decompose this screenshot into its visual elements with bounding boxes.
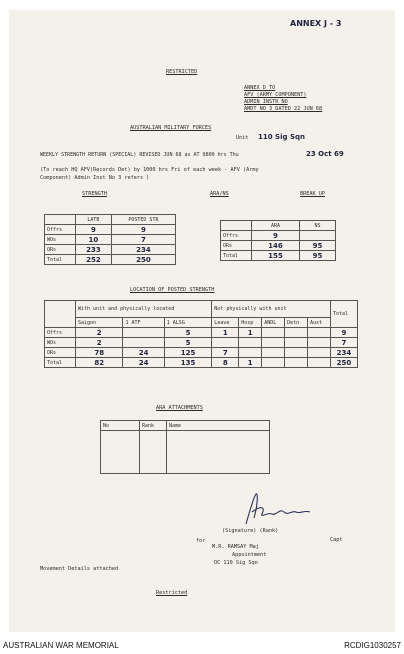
cell-value: 125 bbox=[164, 348, 212, 358]
annex-ref-line: ADMIN INSTR NO bbox=[244, 99, 288, 105]
col-header: 1 ALSG bbox=[164, 318, 212, 328]
cell-value: 135 bbox=[164, 358, 212, 368]
return-line: WEEKLY STRENGTH RETURN (SPECIAL) REVISED JUN 68 as AT 0800 hrs Thu bbox=[40, 152, 239, 158]
strength-table bbox=[44, 214, 176, 265]
group-header: With unit and physically located bbox=[76, 301, 212, 318]
col-header: POSTED STR bbox=[111, 215, 175, 225]
col-header: No bbox=[101, 421, 140, 431]
instruction-line: Component) Admin Inst No 3 refers ) bbox=[40, 175, 150, 181]
cell-value bbox=[285, 328, 308, 338]
cell-value bbox=[308, 328, 331, 338]
cell-value: 234 bbox=[330, 348, 357, 358]
footer-right: RCDIG1030257 bbox=[344, 641, 401, 650]
cell-value bbox=[262, 338, 285, 348]
cell-value: 9 bbox=[76, 225, 112, 235]
table-row bbox=[45, 255, 176, 265]
table-row bbox=[45, 338, 358, 348]
col-header: Saigon bbox=[76, 318, 123, 328]
cell-value: 1 bbox=[239, 358, 262, 368]
cell-value: 2 bbox=[76, 338, 123, 348]
cell-value: 250 bbox=[330, 358, 357, 368]
footer-left: AUSTRALIAN WAR MEMORIAL bbox=[3, 641, 119, 650]
col-header: Hosp bbox=[239, 318, 262, 328]
row-label: Total bbox=[221, 251, 252, 261]
classification-top: RESTRICTED bbox=[166, 69, 198, 75]
cell-value: 24 bbox=[123, 358, 164, 368]
group-header: Not physically with unit bbox=[212, 301, 331, 318]
cell-value: 7 bbox=[330, 338, 357, 348]
cell-value: 252 bbox=[76, 255, 112, 265]
table-row bbox=[45, 245, 176, 255]
cell-value: 1 bbox=[239, 328, 262, 338]
cell-value: 78 bbox=[76, 348, 123, 358]
cell-value: 82 bbox=[76, 358, 123, 368]
cell-value: 9 bbox=[111, 225, 175, 235]
table-row bbox=[45, 328, 358, 338]
cell-value bbox=[239, 348, 262, 358]
appointment-label: Appointment bbox=[232, 552, 267, 558]
table-row bbox=[45, 225, 176, 235]
cell-value: 9 bbox=[252, 231, 300, 241]
cell-value bbox=[123, 328, 164, 338]
row-label: ORs bbox=[45, 348, 76, 358]
col-header: Detn bbox=[285, 318, 308, 328]
row-label: ORs bbox=[221, 241, 252, 251]
attachments-table bbox=[100, 420, 270, 474]
table-row bbox=[221, 251, 336, 261]
appointment-value: OC 110 Sig Sqn bbox=[214, 560, 258, 566]
cell-value: 234 bbox=[111, 245, 175, 255]
ara-ns-title: ARA/NS bbox=[210, 191, 229, 197]
location-table bbox=[44, 300, 358, 368]
cell-value: 233 bbox=[76, 245, 112, 255]
unit-label: Unit bbox=[236, 135, 249, 141]
row-label: WOs bbox=[45, 235, 76, 245]
row-label: WOs bbox=[45, 338, 76, 348]
cell-value: 10 bbox=[76, 235, 112, 245]
row-label: Offrs bbox=[45, 328, 76, 338]
location-title: LOCATION OF POSTED STRENGTH bbox=[130, 287, 215, 293]
col-header: Total bbox=[330, 301, 357, 328]
row-label: ORs bbox=[45, 245, 76, 255]
unit-value: 110 Sig Sqn bbox=[258, 133, 305, 141]
for-label: for bbox=[196, 538, 206, 544]
row-label: Total bbox=[45, 255, 76, 265]
col-header: Name bbox=[167, 421, 270, 431]
col-header: LATB bbox=[76, 215, 112, 225]
cell-value: 9 bbox=[330, 328, 357, 338]
cell-value: 155 bbox=[252, 251, 300, 261]
col-header: 1 ATF bbox=[123, 318, 164, 328]
cell-value bbox=[212, 338, 239, 348]
table-row bbox=[45, 235, 176, 245]
col-header: Rank bbox=[140, 421, 167, 431]
cell-value bbox=[299, 231, 335, 241]
table-row bbox=[45, 348, 358, 358]
movement-note: Movement Details attached bbox=[40, 566, 119, 572]
cell-value bbox=[285, 338, 308, 348]
cell-value bbox=[262, 328, 285, 338]
cell-value bbox=[308, 338, 331, 348]
footer-bar bbox=[0, 638, 404, 654]
instruction-line: (To reach HQ AFV(Records Det) by 1000 hrs Fri of each week - AFV (Army bbox=[40, 167, 259, 173]
strength-title: STRENGTH bbox=[82, 191, 107, 197]
cell-value: 24 bbox=[123, 348, 164, 358]
col-header: Aust bbox=[308, 318, 331, 328]
signature-rank: Capt bbox=[330, 537, 343, 543]
cell-value bbox=[239, 338, 262, 348]
cell-value bbox=[308, 358, 331, 368]
cell-value: 95 bbox=[299, 251, 335, 261]
classification-bottom: Restricted bbox=[156, 590, 188, 596]
officer-name: M.R. RAMSAY Maj bbox=[212, 544, 259, 550]
col-header: ARA bbox=[252, 221, 300, 231]
annex-ref-line: AMDT NO 3 DATED 22 JUN 68 bbox=[244, 106, 323, 112]
attachments-title: ARA ATTACHMENTS bbox=[156, 405, 203, 411]
cell-value bbox=[285, 348, 308, 358]
table-row bbox=[221, 241, 336, 251]
cell-value: 146 bbox=[252, 241, 300, 251]
cell-value: 250 bbox=[111, 255, 175, 265]
cell-value bbox=[285, 358, 308, 368]
col-header: NS bbox=[299, 221, 335, 231]
signature bbox=[240, 490, 320, 530]
cell-value bbox=[308, 348, 331, 358]
cell-value: 7 bbox=[212, 348, 239, 358]
break-up-title: BREAK UP bbox=[300, 191, 325, 197]
page-heading: AUSTRALIAN MILITARY FORCES bbox=[130, 125, 212, 131]
cell-value bbox=[262, 348, 285, 358]
annex-ref-line: ANNEX D TO bbox=[244, 85, 276, 91]
annex-note: ANNEX J - 3 bbox=[290, 19, 342, 28]
table-row bbox=[45, 358, 358, 368]
cell-value: 95 bbox=[299, 241, 335, 251]
cell-value: 8 bbox=[212, 358, 239, 368]
cell-value bbox=[123, 338, 164, 348]
col-header: ANDL bbox=[262, 318, 285, 328]
cell-value: 1 bbox=[212, 328, 239, 338]
row-label: Total bbox=[45, 358, 76, 368]
row-label: Offrs bbox=[45, 225, 76, 235]
cell-value: 5 bbox=[164, 338, 212, 348]
cell-value: 2 bbox=[76, 328, 123, 338]
return-date: 23 Oct 69 bbox=[306, 150, 344, 158]
ara-ns-table bbox=[220, 220, 336, 261]
table-row bbox=[221, 231, 336, 241]
signature-caption: (Signature) (Rank) bbox=[222, 528, 279, 534]
cell-value bbox=[262, 358, 285, 368]
annex-ref-line: AFV (ARMY COMPONENT) bbox=[244, 92, 307, 98]
cell-value: 7 bbox=[111, 235, 175, 245]
col-header: Leave bbox=[212, 318, 239, 328]
row-label: Offrs bbox=[221, 231, 252, 241]
cell-value: 5 bbox=[164, 328, 212, 338]
